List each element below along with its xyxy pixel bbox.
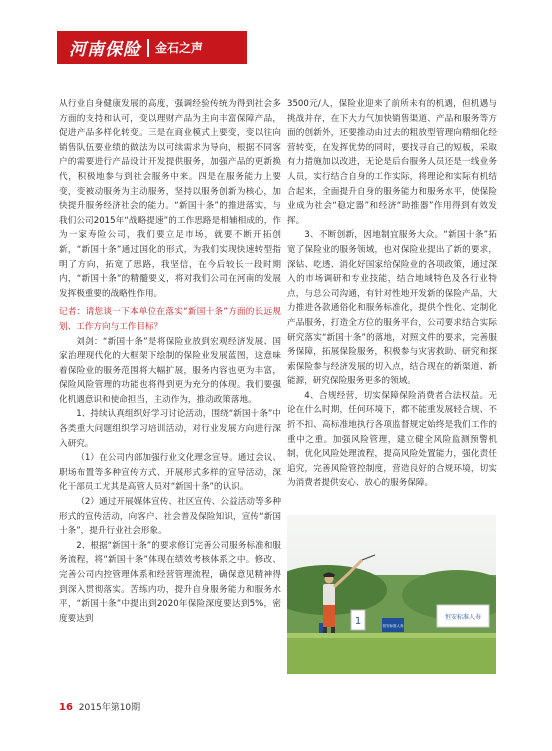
paragraph: （1）在公司内部加强行业文化理念宣导。通过会议、职场布置等多种宣传方式、开展形式多样的宣导活动，深化干部员工尤其是高管人员对“新国十条”的认识。 xyxy=(59,453,281,493)
photo-illustration xyxy=(287,515,496,674)
golf-event-photo xyxy=(287,515,496,674)
section-title: 金石之声 xyxy=(155,41,204,55)
paragraph: 2、根据“新国十条”的要求修订完善公司服务标准和服务流程，将“新国十条”体现在绩效考核体系之中。修改、完善公司内控管理体系和经营管理流程，确保意见精神得到深入贯彻落实。苦练内功，提升自身服务能力和服务水平，“新国十条”中提出到2020年保险深度要达到5%，密度要达到 xyxy=(59,540,281,624)
page-footer xyxy=(59,700,140,713)
paragraph: （2）通过开展媒体宣传、社区宣传、公益活动等多种形式的宣传活动，向客户、社会普及保险知识，宣传“新国十条”，提升行业社会形象。 xyxy=(59,497,281,537)
left-column xyxy=(59,97,281,626)
paragraph: 3500元/人，保险业迎来了前所未有的机遇，但机遇与挑战并存，在下大力气加快销售渠道、产品和服务等方面的创新外，还要推动由过去的粗放型管理向精细化经营转变，在发挥优势的同时，要找寻自己的短板，采取有力措施加以改进，无论是后台服务人员还是一线业务人员，实行结合自身的工作实际，将理论和实际有机结合起来，全面提升自身的服务能力和服务水平，使保险业成为社会“稳定器”和经济“助推器”作用得到有效发挥。 xyxy=(287,99,497,226)
reporter-question: 记者：请您谈一下本单位在落实“新国十条”方面的长远规划、工作方向与工作目标？ xyxy=(59,307,281,332)
paragraph: 4、合规经营，切实保障保险消费者合法权益。无论在什么时期，任何环境下，都不能重发展轻合规、不折不扣、高标准地执行各项监督规定始终是我们工作的重中之重。加强风险管理，建立健全风险监测预警机制，优化风险处理流程，提高风险处置能力，强化责任追究，完善风险管控制度，营造良好的合规环境，切实为消费者提供安心、放心的服务保障。 xyxy=(287,390,497,489)
issue-label: 2015年第10期 xyxy=(78,703,141,713)
page-number: 16 xyxy=(59,702,73,713)
paragraph: 3、不断创新，因地制宜服务大众。“新国十条”拓宽了保险业的服务领域，也对保险业提出了新的要求，深钻、吃透、消化好国家给保险业的各项政策，通过深入的市场调研和专业技能，结合地域特色及各行业特点，与总公司沟通，有针对性地开发新的保险产品，大力推进各款通俗化和服务标准化，提供个性化、定制化产品服务，打造全方位的服务平台，公司要求结合实际研究落实“新国十条”的落地，对照文件的要求，完善服务保障，拓展保险服务，积极参与灾害救助、研究和探索保险参与经济发展的切入点，结合现在的新渠道、新能源，研究保险服务更多的领域。 xyxy=(287,230,497,387)
sign-text: 恒安标准人寿 xyxy=(382,624,404,628)
header-divider xyxy=(147,39,149,57)
paragraph: 刘剑：“新国十条”是将保险业放到宏观经济发展、国家治理现代化的大框架下绘制的保险业发展蓝图，这意味着保险业的服务范围将大幅扩展，服务内容也更为丰富，保险风险管理的功能也将得到更为充分的体现。我们要强化机遇意识和使命担当，主动作为，推动政策落地。 xyxy=(59,336,281,405)
banner-text: 恒安标准人寿 xyxy=(444,614,482,621)
hole-number-badge: 1 xyxy=(354,616,362,627)
column-header xyxy=(57,31,247,64)
paragraph: 1、持续认真组织好学习讨论活动，围绕“新国十条”中各类重大问题组织学习培训活动，对行业发展方向进行深入研究。 xyxy=(59,409,281,449)
paragraph: 从行业自身健康发展的高度，强调经验传统为得到社会多方面的支持和认可，变以理财产品为主向丰富保障产品，促进产品多样化转变。三是在商业模式上要变，变以往向销售队伍要业绩的做法为以可续需求为导向，根据不同客户的需要进行产品设计开发提供服务，加强产品的更新换代，积极地参与到社会服务中来。四是在服务能力上要变，变被动服务为主动服务，坚持以服务创新为核心，加快提升服务经济社会的能力。“新国十条”的推进落实，与我们公司2015年“战略提速”的工作思路是相辅相成的，作为一家寿险公司，我们要立足市场，就要不断开拓创新，“新国十条”通过国化的形式，为我们实现快速转型指明了方向，拓宽了思路，我坚信，在今后较长一段时期内，“新国十条”的精髓要义，将对我们公司在河南的发展发挥极重要的战略性作用。 xyxy=(59,99,281,299)
right-column xyxy=(287,97,497,491)
magazine-logo: 河南保险 xyxy=(69,40,141,60)
